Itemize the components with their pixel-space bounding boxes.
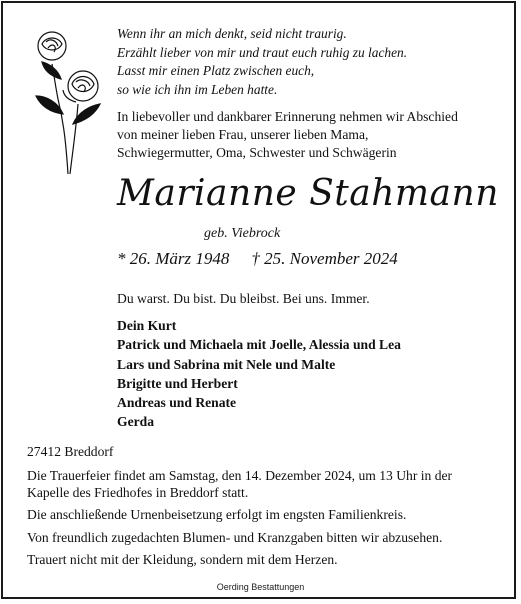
family-member: Gerda xyxy=(117,414,154,430)
undertaker-credit: Oerding Bestattungen xyxy=(216,582,305,592)
rose-icon xyxy=(28,24,108,174)
intro-line: von meiner lieben Frau, unserer lieben Mama, xyxy=(117,127,369,142)
info-paragraph: Von freundlich zugedachten Blumen- und Kranzgaben bitten wir abzusehen. xyxy=(27,529,443,545)
poem xyxy=(117,25,407,99)
deceased-name: Marianne Stahmann xyxy=(117,173,499,214)
intro-line: Schwiegermutter, Oma, Schwester und Schwägerin xyxy=(117,145,397,160)
poem-line: Wenn ihr an mich denkt, seid nicht traurig. xyxy=(117,26,347,41)
intro-text xyxy=(117,108,458,162)
quote: Du warst. Du bist. Du bleibst. Bei uns. Immer. xyxy=(117,291,370,306)
info-paragraph: Die Trauerfeier findet am Samstag, den 14. Dezember 2024, um 13 Uhr in der Kapelle des Friedhofes in Breddorf statt. xyxy=(27,468,453,500)
maiden-name: geb. Viebrock xyxy=(204,226,281,241)
family-list xyxy=(117,316,401,432)
birth-date: * 26. März 1948 xyxy=(117,249,230,268)
family-member: Dein Kurt xyxy=(117,318,177,333)
death-date: † 25. November 2024 xyxy=(251,249,398,268)
family-member: Lars und Sabrina mit Nele und Malte xyxy=(117,356,336,372)
funeral-info xyxy=(27,468,497,575)
info-paragraph: Trauert nicht mit der Kleidung, sondern mit dem Herzen. xyxy=(27,552,338,567)
poem-line: so wie ich ihn im Leben hatte. xyxy=(117,81,278,97)
poem-line: Erzählt lieber von mir und traut euch ruhig zu lachen. xyxy=(117,44,408,60)
family-member: Patrick und Michaela mit Joelle, Alessia und Lea xyxy=(117,337,401,353)
poem-line: Lasst mir einen Platz zwischen euch, xyxy=(117,63,315,78)
intro-line: In liebevoller und dankbarer Erinnerung nehmen wir Abschied xyxy=(117,109,458,124)
place: 27412 Breddorf xyxy=(27,444,114,459)
info-paragraph: Die anschließende Urnenbeisetzung erfolgt im engsten Familienkreis. xyxy=(27,507,407,522)
family-member: Andreas und Renate xyxy=(117,395,237,411)
family-member: Brigitte und Herbert xyxy=(117,375,238,391)
life-dates xyxy=(117,249,398,269)
